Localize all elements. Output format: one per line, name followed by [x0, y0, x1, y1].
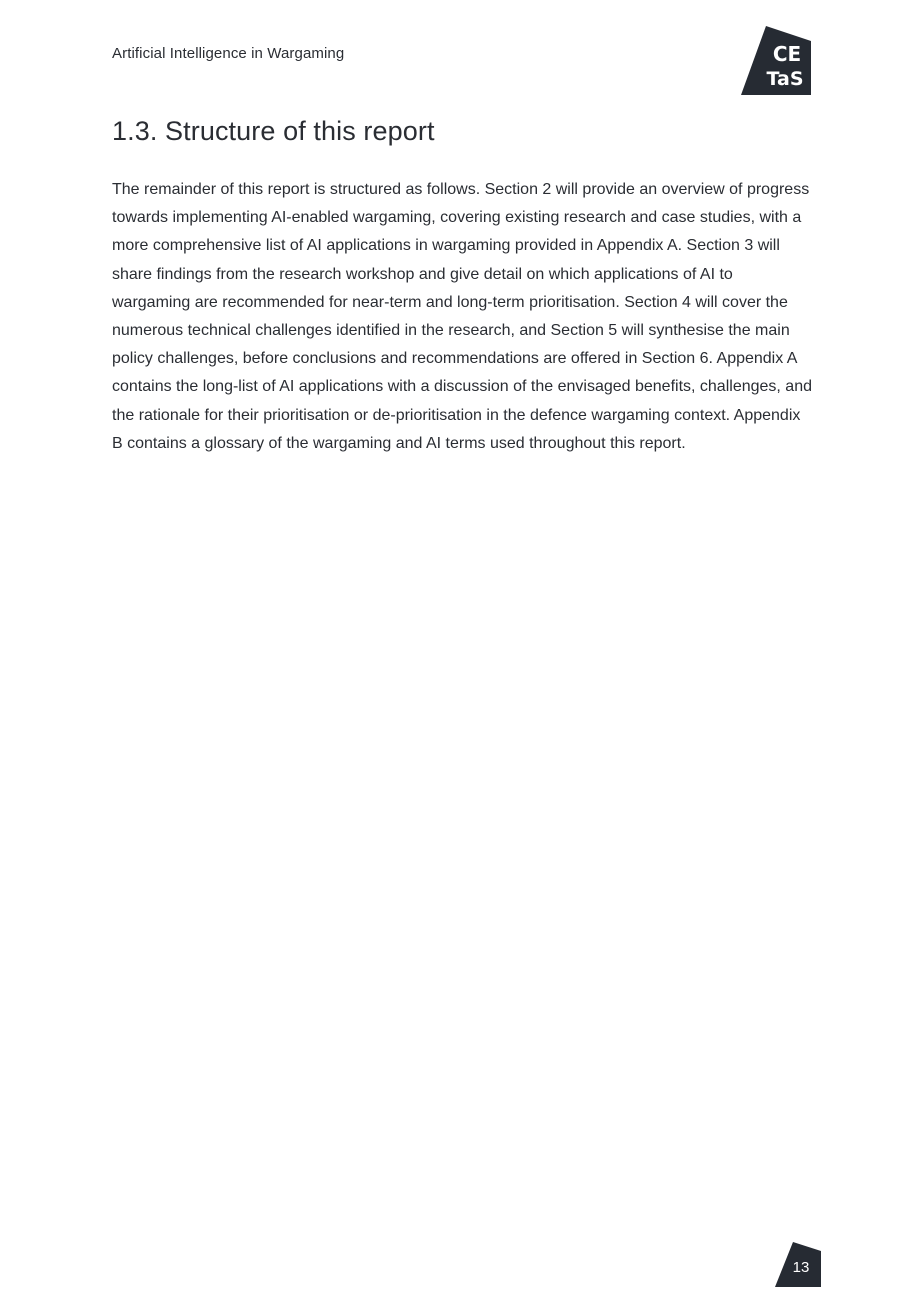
page-number-badge: [775, 1242, 821, 1287]
section-title: 1.3. Structure of this report: [112, 116, 435, 146]
page-number: 13: [792, 1259, 810, 1276]
running-header-title: Artificial Intelligence in Wargaming: [112, 45, 345, 62]
logo-shape: [741, 26, 811, 95]
body-paragraph: The remainder of this report is structured as follows. Section 2 will provide an overview of progress towards implementing AI-enabled wargaming, covering existing research and case studies, with a more comprehensive list of AI applications in wargaming provided in Appendix A. Section 3 will share findings from the research workshop and give detail on which applications of AI to wargaming are recommended for near-term and long-term prioritisation. Section 4 will cover the numerous technical challenges identified in the research, and Section 5 will synthesise the main policy challenges, before conclusions and recommendations are offered in Section 6. Appendix A contains the long-list of AI applications with a discussion of the envisaged benefits, challenges, and the rationale for their prioritisation or de-prioritisation in the defence wargaming context. Appendix B contains a glossary of the wargaming and AI terms used throughout this report.: [112, 181, 812, 452]
cetas-logo: [741, 26, 811, 95]
logo-text-line1: CE: [772, 42, 802, 66]
logo-text-line2: TaS: [766, 68, 804, 90]
